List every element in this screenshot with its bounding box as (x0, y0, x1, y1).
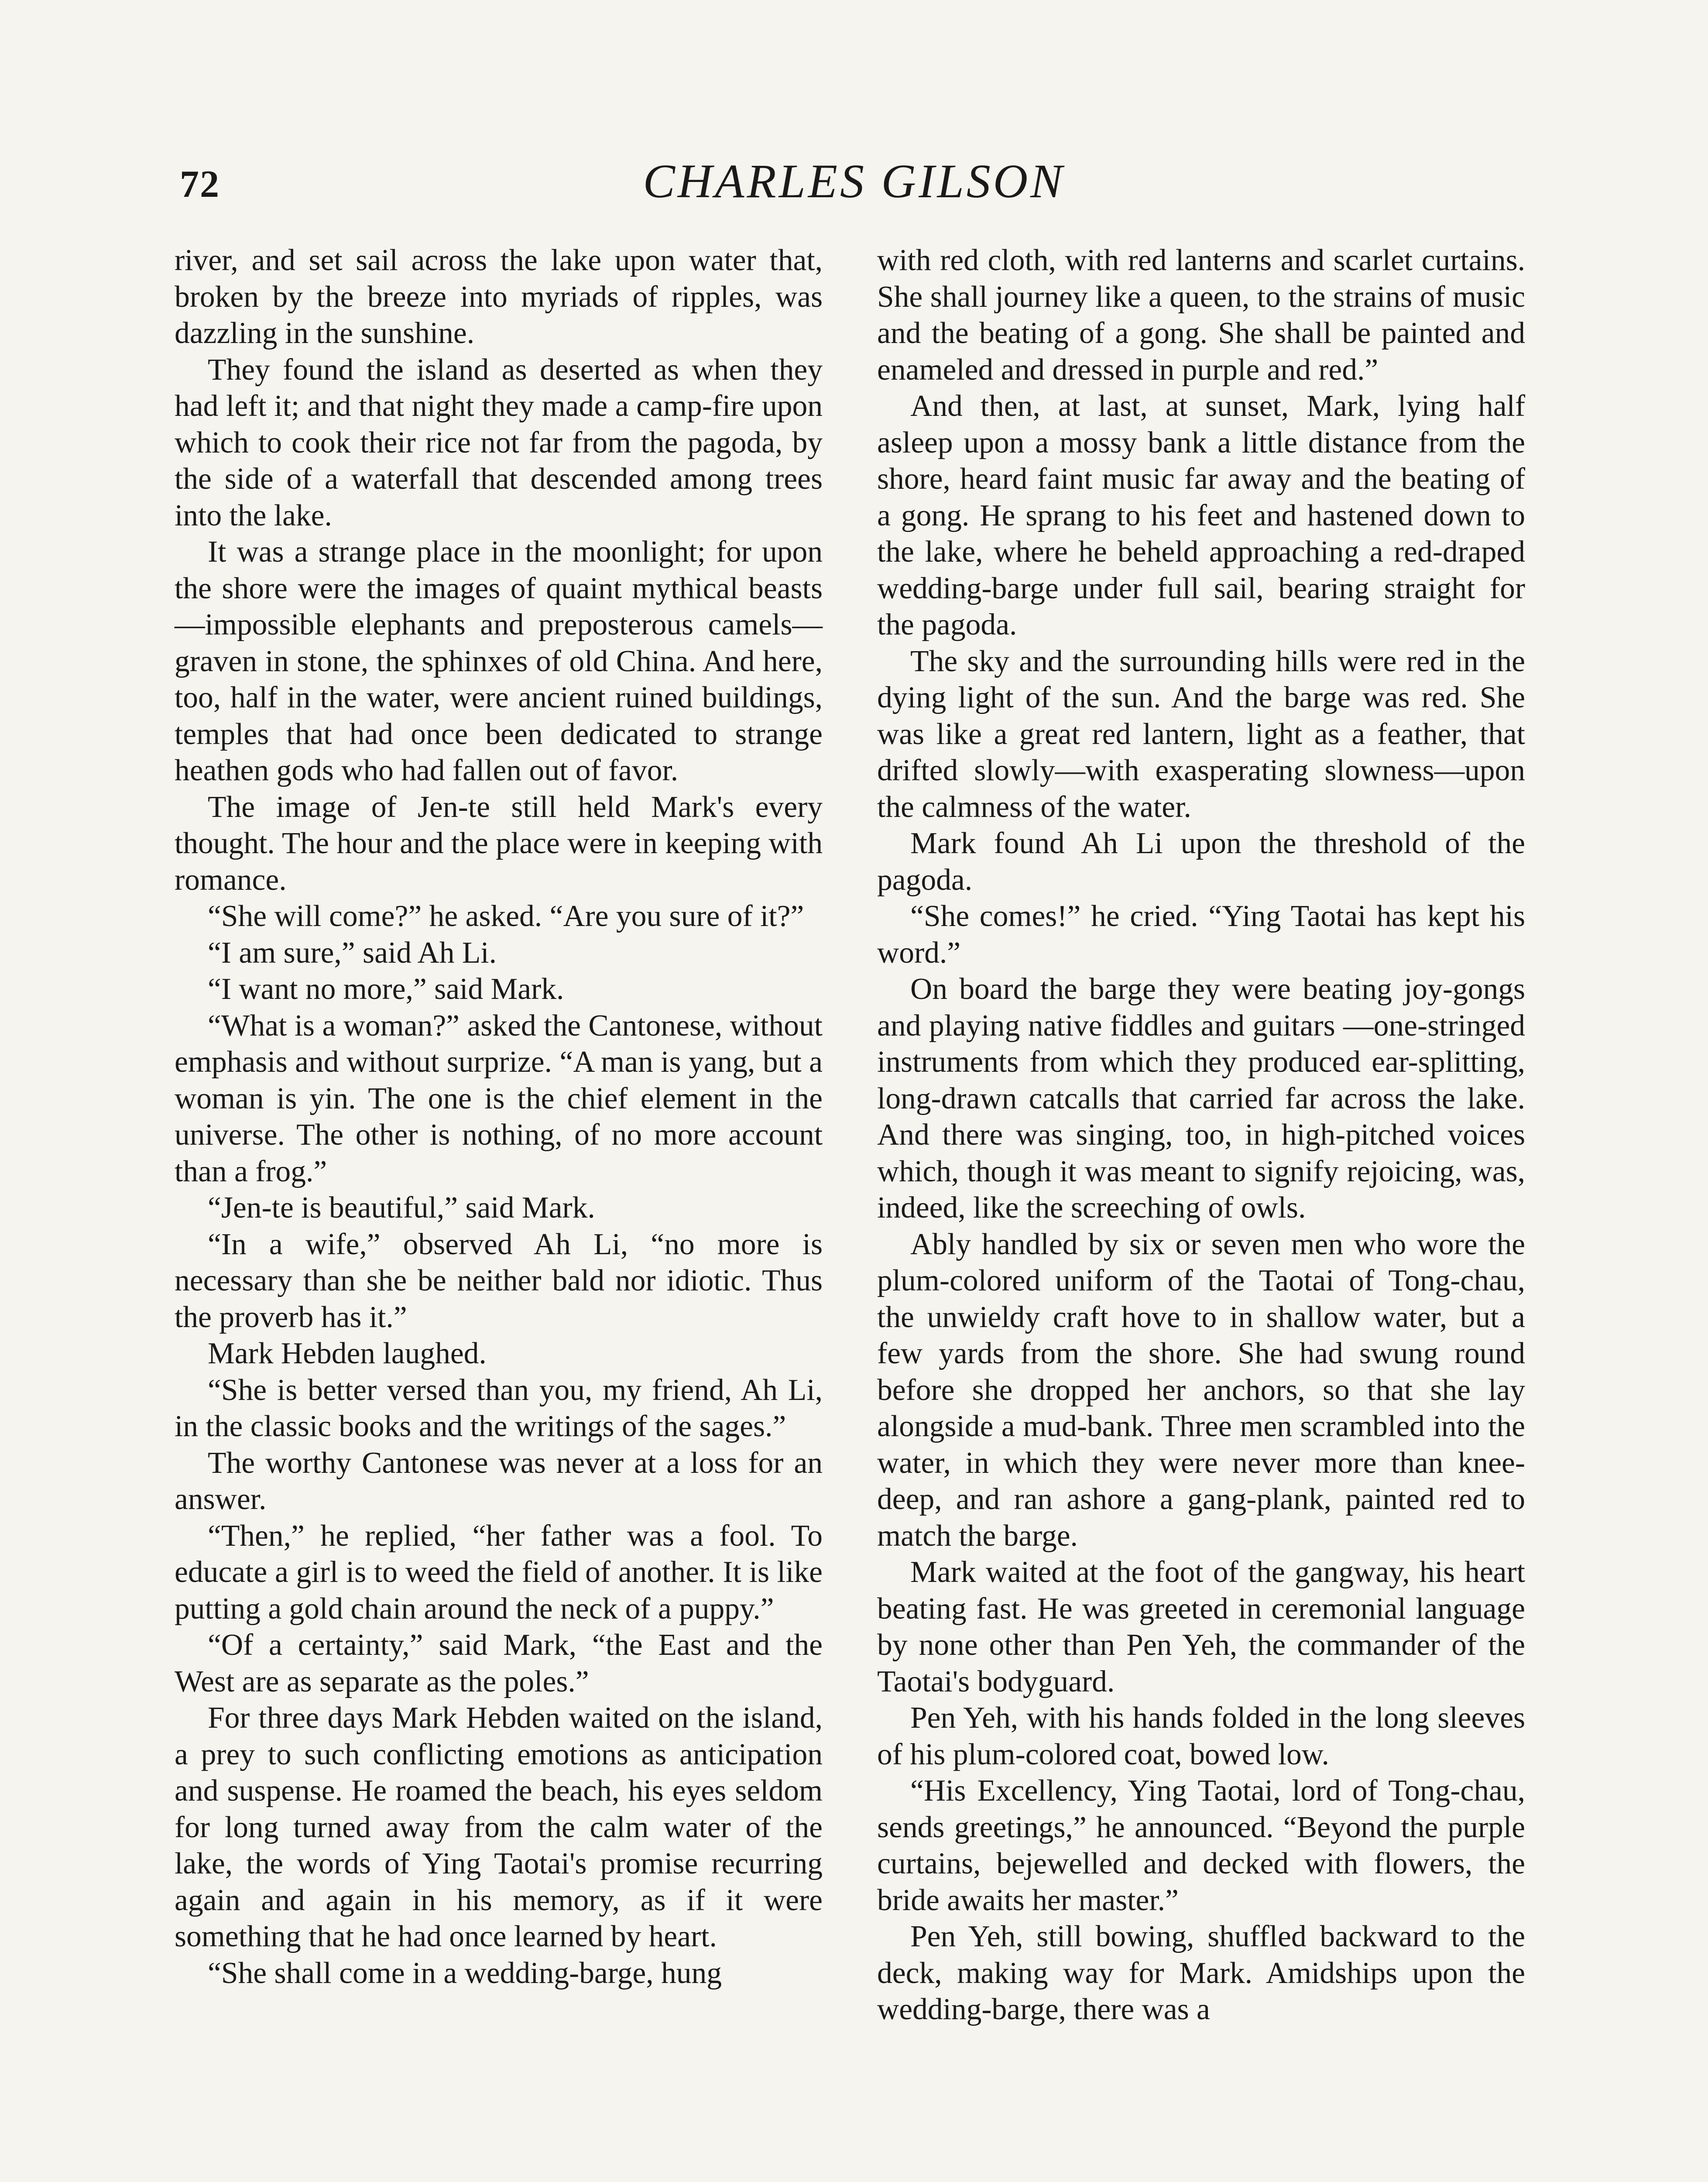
paragraph: And then, at last, at sunset, Mark, lying half asleep upon a mossy bank a little distance from the shore, heard faint music far away and the beating of a gong. He sprang to his feet and hastened down to the lake, where he beheld approaching a red-draped wedding-barge under full sail, bearing straight for the pagoda. (877, 389, 1525, 642)
paragraph: “I am sure,” said Ah Li. (208, 936, 497, 970)
paragraph: “Of a certainty,” said Mark, “the East and the West are as separate as the poles.” (175, 1628, 823, 1698)
paragraph: with red cloth, with red lanterns and scarlet curtains. She shall journey like a queen, to the strains of music and the beating of a gong. She shall be painted and enameled and dressed in purple and red.” (877, 244, 1525, 387)
right-column (877, 242, 1525, 2028)
paragraph: “Jen-te is beautiful,” said Mark. (208, 1191, 595, 1225)
paragraph: “She shall come in a wedding-barge, hung (208, 1956, 722, 1990)
paragraph: The image of Jen-te still held Mark's every thought. The hour and the place were in keeping with romance. (175, 790, 823, 897)
paragraph: On board the barge they were beating joy-gongs and playing native fiddles and guitars —one-stringed instruments from which they produced ear-splitting, long-drawn catcalls that carried far across the lake. And there was singing, too, in high-pitched voices which, though it was meant to signify rejoicing, was, indeed, like the screeching of owls. (877, 972, 1525, 1225)
paragraph: For three days Mark Hebden waited on the island, a prey to such conflicting emotions as anticipation and suspense. He roamed the beach, his eyes seldom for long turned away from the calm water of the lake, the words of Ying Taotai's promise recurring again and again in his memory, as if it were something that he had once learned by heart. (175, 1701, 823, 1953)
paragraph: Pen Yeh, with his hands folded in the long sleeves of his plum-colored coat, bowed low. (877, 1701, 1525, 1771)
paragraph: The worthy Cantonese was never at a loss for an answer. (175, 1446, 823, 1516)
paragraph: Mark found Ah Li upon the threshold of the pagoda. (877, 827, 1525, 897)
paragraph: “She comes!” he cried. “Ying Taotai has kept his word.” (877, 899, 1525, 970)
paragraph: “She is better versed than you, my friend, Ah Li, in the classic books and the writings of the sages.” (175, 1373, 823, 1443)
paragraph: They found the island as deserted as when they had left it; and that night they made a camp-fire upon which to cook their rice not far from the pagoda, by the side of a waterfall that descended among trees into the lake. (175, 353, 823, 532)
paragraph: Mark waited at the foot of the gangway, his heart beating fast. He was greeted in ceremonial language by none other than Pen Yeh, the commander of the Taotai's bodyguard. (877, 1555, 1525, 1698)
left-column (175, 242, 823, 1991)
running-head: CHARLES GILSON (643, 154, 1065, 208)
paragraph: It was a strange place in the moonlight; for upon the shore were the images of quaint mythical beasts—impossible elephants and preposterous camels—graven in stone, the sphinxes of old China. And here, too, half in the water, were ancient ruined buildings, temples that had once been dedicated to strange heathen gods who had fallen out of favor. (175, 535, 823, 787)
paragraph: Pen Yeh, still bowing, shuffled backward to the deck, making way for Mark. Amidships upon the wedding-barge, there was a (877, 1920, 1525, 2026)
paragraph: “In a wife,” observed Ah Li, “no more is necessary than she be neither bald nor idiotic. Thus the proverb has it.” (175, 1227, 823, 1334)
paragraph: The sky and the surrounding hills were red in the dying light of the sun. And the barge was red. She was like a great red lantern, light as a feather, that drifted slowly—with exasperating slowness—upon the calmness of the water. (877, 644, 1525, 824)
page-number: 72 (180, 163, 220, 206)
paragraph: “His Excellency, Ying Taotai, lord of Tong-chau, sends greetings,” he announced. “Beyond the purple curtains, bejewelled and decked with flowers, the bride awaits her master.” (877, 1774, 1525, 1917)
paragraph: Mark Hebden laughed. (208, 1337, 487, 1370)
paragraph: “I want no more,” said Mark. (208, 972, 564, 1006)
paragraph: “She will come?” he asked. “Are you sure of it?” (208, 899, 804, 933)
paragraph: Ably handled by six or seven men who wore the plum-colored uniform of the Taotai of Tong-chau, the unwieldy craft hove to in shallow water, but a few yards from the shore. She had swung round before she dropped her anchors, so that she lay alongside a mud-bank. Three men scrambled into the water, in which they were never more than knee-deep, and ran ashore a gang-plank, painted red to match the barge. (877, 1227, 1525, 1553)
paragraph: “What is a woman?” asked the Cantonese, without emphasis and without surprize. “A man is yang, but a woman is yin. The one is the chief element in the universe. The other is nothing, of no more account than a frog.” (175, 1009, 823, 1188)
paragraph: “Then,” he replied, “her father was a fool. To educate a girl is to weed the field of another. It is like putting a gold chain around the neck of a puppy.” (175, 1519, 823, 1626)
paragraph: river, and set sail across the lake upon water that, broken by the breeze into myriads of ripples, was dazzling in the sunshine. (175, 244, 823, 350)
